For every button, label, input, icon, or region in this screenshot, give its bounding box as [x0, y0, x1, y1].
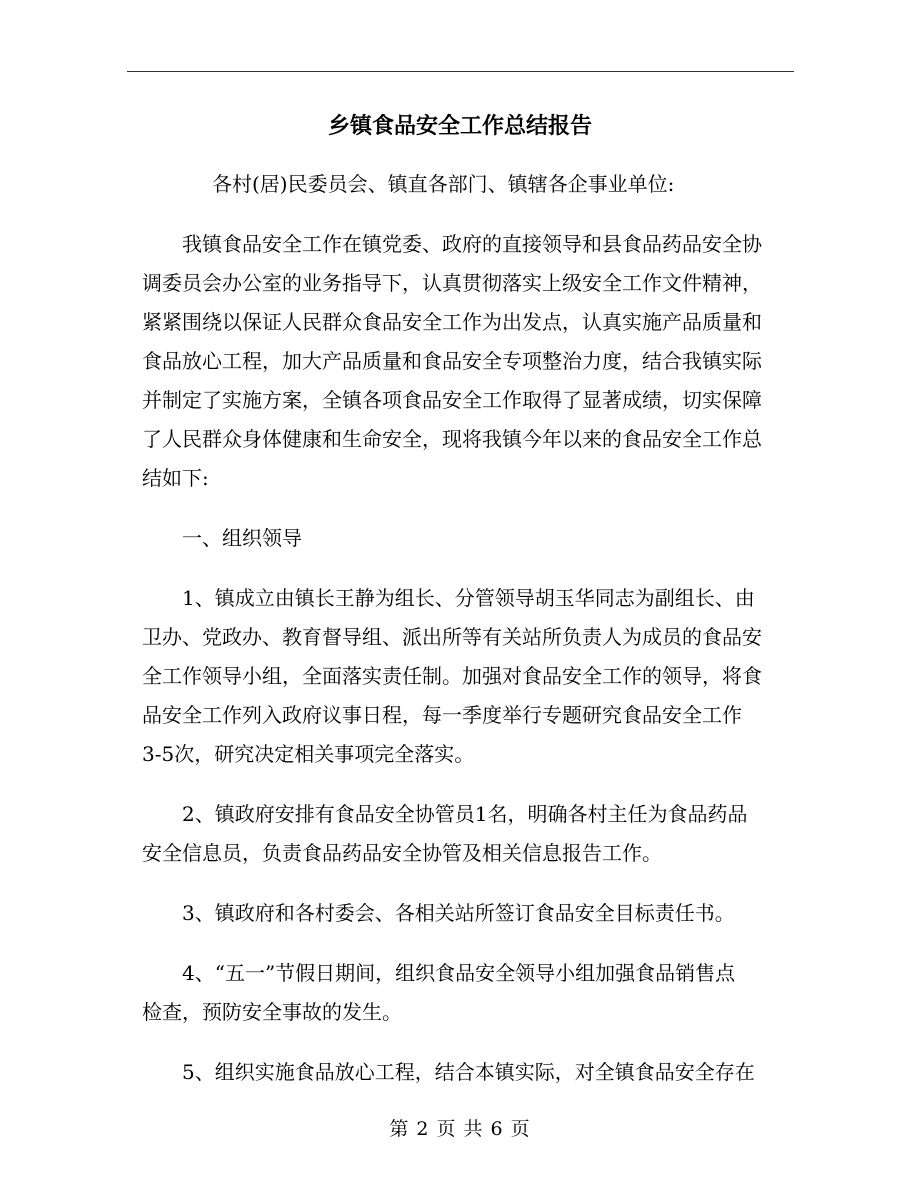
page-footer [0, 1114, 920, 1144]
paragraph-item-3 [142, 894, 782, 933]
paragraph-item-2 [142, 795, 782, 873]
text-line: 一、组织领导 [182, 526, 302, 550]
text-line: 我镇食品安全工作在镇党委、政府的直接领导和县食品药品安全协 [182, 232, 762, 256]
text-line: 4、“五一”节假日期间，组织食品安全领导小组加强食品销售点 [182, 961, 736, 985]
text-line: 全工作领导小组，全面落实责任制。加强对食品安全工作的领导，将食 [142, 664, 762, 688]
salutation [142, 165, 782, 204]
text-line: 结如下: [142, 466, 209, 490]
document-title: 乡镇食品安全工作总结报告 [327, 113, 592, 139]
text-line: 3-5次，研究决定相关事项完全落实。 [142, 742, 475, 766]
text-line: 安全信息员，负责食品药品安全协管及相关信息报告工作。 [142, 841, 662, 865]
text-line: 检查，预防安全事故的发生。 [142, 1000, 402, 1024]
text-line: 3、镇政府和各村委会、各相关站所签订食品安全目标责任书。 [182, 901, 735, 925]
text-line: 了人民群众身体健康和生命安全，现将我镇今年以来的食品安全工作总 [142, 427, 762, 451]
text-line: 食品放心工程，加大产品质量和食品安全专项整治力度，结合我镇实际 [142, 349, 762, 373]
text-line: 1、镇成立由镇长王静为组长、分管领导胡玉华同志为副组长、由 [182, 586, 755, 610]
page-number: 第 2 页 共 6 页 [389, 1118, 531, 1140]
paragraph-item-4 [142, 954, 782, 1032]
text-line: 紧紧围绕以保证人民群众食品安全工作为出发点，认真实施产品质量和 [142, 310, 762, 334]
header-rule [127, 71, 794, 72]
text-line: 卫办、党政办、教育督导组、派出所等有关站所负责人为成员的食品安 [142, 625, 762, 649]
text-line: 并制定了实施方案，全镇各项食品安全工作取得了显著成绩，切实保障 [142, 388, 762, 412]
text-line: 品安全工作列入政府议事日程，每一季度举行专题研究食品安全工作 [142, 703, 742, 727]
text-line: 调委员会办公室的业务指导下，认真贯彻落实上级安全工作文件精神， [142, 271, 762, 295]
salutation-line: 各村(居)民委员会、镇直各部门、镇辖各企事业单位: [212, 172, 675, 196]
paragraph-item-5 [142, 1053, 782, 1092]
text-line: 2、镇政府安排有食品安全协管员1名，明确各村主任为食品药品 [182, 802, 748, 826]
text-line: 5、组织实施食品放心工程，结合本镇实际，对全镇食品安全存在 [182, 1060, 755, 1084]
paragraph-item-1 [142, 579, 782, 774]
paragraph-intro [142, 225, 782, 498]
document-body [142, 165, 782, 1092]
section-heading [142, 519, 782, 558]
